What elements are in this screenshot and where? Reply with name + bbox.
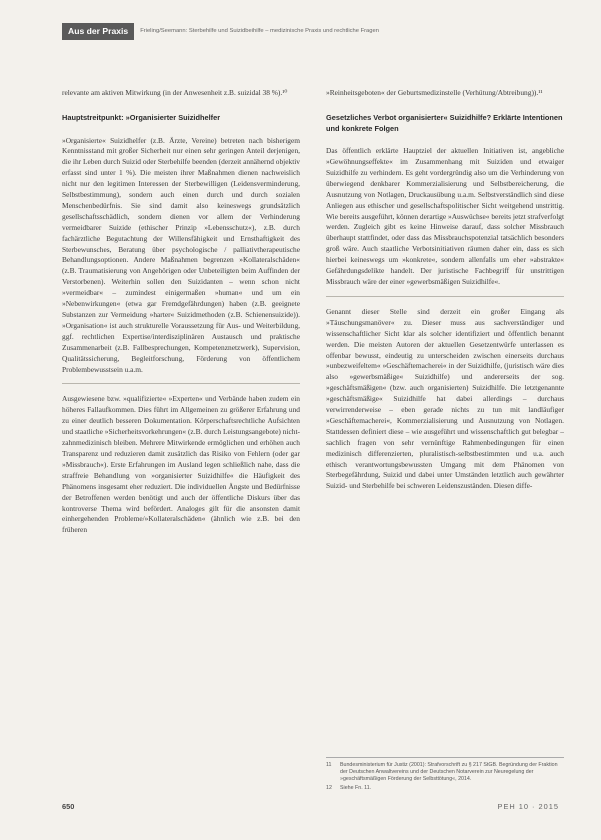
- left-column: [62, 88, 300, 544]
- left-paragraph-2: Ausgewiesene bzw. »qualifizierte« »Experten« und Verbände haben zudem ein höheres Fallaufkommen. Dies führt im Allgemeinen zu größerer Erfahrung und zu einer deutlich besseren Dokumentation. Körperschaftsrechtliche Aufsichten und staatliche »Sicherheitsvorkehrungen« (z.B. durch Leistungsangebote) nicht-zahnmedizinisch bleiben. Mehrere Mitwirkende ermöglichen und erhöhen auch Transparenz und reduzieren damit zusätzlich das Risiko von Fehlern (oder gar »Missbrauch«). Erste Erfahrungen im Ausland legen schließlich nahe, dass die straffreie Behandlung von »organisierter Suizidhilfe« die Häufigkeit des Phänomens insgesamt eher reduziert. Die individuellen Ängste und Bedürfnisse der Betroffenen werden benötigt und auch der öffentliche Diskurs über das kontroverse Thema wird befördert. Analoges gilt für die ansonsten damit einhergehenden Probleme/»Kollateralschäden« (ähnlich wie z.B. bei den früheren: [62, 394, 300, 535]
- running-title: Frieling/Seemann: Sterbehilfe und Suizidbeihilfe – medizinische Praxis und rechtliche Fragen: [140, 28, 379, 34]
- footnote-number: 11: [326, 762, 332, 768]
- left-paragraph-1: »Organisierte« Suizidhelfer (z.B. Ärzte, Vereine) betreten nach bisherigem Kenntnisstand mit großer Sicherheit nur einen sehr geringen Anteil derjenigen, die ihr Leben durch Suizid oder Sterbehilfe beenden (derzeit annähernd objektiv erfasst sind unter 1 %). Die meisten ihrer Maßnahmen dienen nachweislich nicht nur den legitimen Interessen der Sterbewilligen (Leidensverminderung, Selbstbestimmung), sondern auch einen durch und durch sozialen Menschenbedürfnis. Sie sind damit also keineswegs grundsätzlich gesellschaftsschädlich, sondern dienen vor allem der Verhinderung vermeidbarer Suizide (ethischer Prinzip »Lebensschutz«), z.B. durch fachärztliche Begutachtung der Willensfähigkeit und Ernsthaftigkeit des Sterbewunsches, Beratung über psychologische / palliativtherapeutische Behandlungsoptionen. Andere Maßnahmen begrenzen »Kollateralschäden« (z.B. Traumatisierung von Angehörigen oder Unbeteiligten beim Auffinden der Verstorbenen). Weiterhin sollen den Suizidanten – wenn schon nicht »vermeidbar« – zumindest einigermaßen »human« und um ein »Nebenwirkungen« (etwa gar Fremdgefährdungen) haben (z.B. geeignete Substanzen zur Vermeidung »harter« Suizidmethoden (z.B. Schienensuizide)). »Organisation« ist auch strukturelle Voraussetzung für Aus- und Weiterbildung, ggf. rechtlichen Expertise/interdisziplinären Austausch und praktische Zusammenarbeit (z.B. Fallbesprechungen, Kompetenznetzwerk), Supervision, Qualitätssicherung, Begleitforschung, Förderung von öffentlichem Problembewusstsein u.a.m.: [62, 135, 300, 374]
- footnotes: [326, 757, 564, 793]
- page-number: 650: [62, 802, 75, 811]
- section-tag: Aus der Praxis: [62, 23, 134, 40]
- right-paragraph-2: Genannt dieser Stelle sind derzeit ein großer Eingang als »Täuschungsmanöver« zu. Dieser muss aus sachverständiger und wissenschaftlicher Sicht klar als solcher identifiziert und öffentlich benannt werden. Die meisten Autoren der aktuellen Gesetzentwürfe unterlassen es offenbar bewusst, eindeutig zu unterscheiden zwischen einerseits durchaus »unbezweifeltem« »Geschäftemacherei« in der Suizidhilfe, (juristisch wäre dies also »gewerbsmäßige« Suizidhilfe) und andererseits der sog. »geschäftsmäßigen« (bzw. auch organisierten) Suizidhilfe. Die letztgenannte »geschäftsmäßige« Suizidhilfe hat dabei allerdings – durchaus verwirrenderweise – eben gerade nichts zu tun mit landläufiger »Geschäftemacherei«, Kommerzialisierung und Ausnutzung von Notlagen. Stattdessen definiert diese – wie ausgeführt und wissenschaftlich gut belegbar – sachlich fragen von sehr vernünftige Rahmenbedingungen für einen medizinisch differenzierten, pluralistisch-selbstbestimmten und u.a. auch ethisch verantwortungsbewussten Umgang mit dem Phänomen von Sterbegefährdung, Suizid und dabei unter Umständen letztlich auch gewährter Suizid- und Sterbehilfe bei schweren Leidenszuständen. Diesen diffe-: [326, 306, 564, 491]
- journal-issue: PEH 10 · 2015: [497, 802, 559, 811]
- footnote: [326, 762, 564, 784]
- right-lead-text: »Reinheitsgeboten« der Geburtsmedizinstelle (Verhütung/Abtreibung)).¹¹: [326, 88, 543, 97]
- heading-organized-helpers: Hauptstreitpunkt: »Organisierter Suizidhelfer: [62, 112, 221, 122]
- footnote-text: Bundesministerium für Justiz (2001): Strafvorschrift zu § 217 StGB. Begründung der Fraktion der Deutschen Anwaltvereins und der Deutschen Notarverein zur Neuregelung der »geschäftsmäßigen Förderung der Selbsttötung«, 2014.: [340, 762, 558, 783]
- footnote-number: 12: [326, 784, 332, 791]
- footnote-text: Siehe Fn. 11.: [340, 784, 372, 791]
- running-header: [62, 22, 559, 40]
- right-column: [326, 88, 564, 500]
- heading-legal-ban: Gesetzliches Verbot organisierter« Suizidhilfe? Erklärte Intentionen und konkrete Folgen: [326, 112, 563, 133]
- footnote: [326, 785, 564, 792]
- footnote-rule: [326, 757, 564, 758]
- left-lead-text: relevante am aktiven Mitwirkung (in der Anwesenheit z.B. suizidal 38 %).¹⁰: [62, 88, 288, 97]
- paragraph-divider: [326, 296, 564, 297]
- right-paragraph-1: Das öffentlich erklärte Hauptziel der aktuellen Initiativen ist, angebliche »Gewöhnungseffekte« im Zusammenhang mit Suiziden und etwaiger Suizidhilfe zu verhindern. Es geht vordergründig also um die Verhinderung von überwiegend denkbarer Kommerzialisierung und Selbstbereicherung, die Ausnutzung von Notlagen, Druckausübung u.a.m. Selbstverständlich sind diese Anliegen aus ethischer und gesellschaftspolitischer Sicht weitgehend unstrittig. Wie bereits ausgeführt, können derartige »Auswüchse« bereits jetzt strafverfolgt werden. Zugleich gibt es keine Hinweise darauf, dass solcher Missbrauch überhaupt stattfindet, oder dass das Missbrauchspotenzial tatsächlich besonders groß wäre. Auch staatliche Verbotsinitiativen räumen daher ein, dass es sich hierbei keineswegs um »konkrete«, sondern allenfalls um eher »abstrakte« Gefährdungsdelikte handelt. Der juristische Fachbegriff für unstrittigen Missbrauch wäre der einer »gewerbsmäßigen Suizidhilfe«.: [326, 146, 564, 286]
- paragraph-divider: [62, 383, 300, 384]
- page-footer: [62, 802, 559, 814]
